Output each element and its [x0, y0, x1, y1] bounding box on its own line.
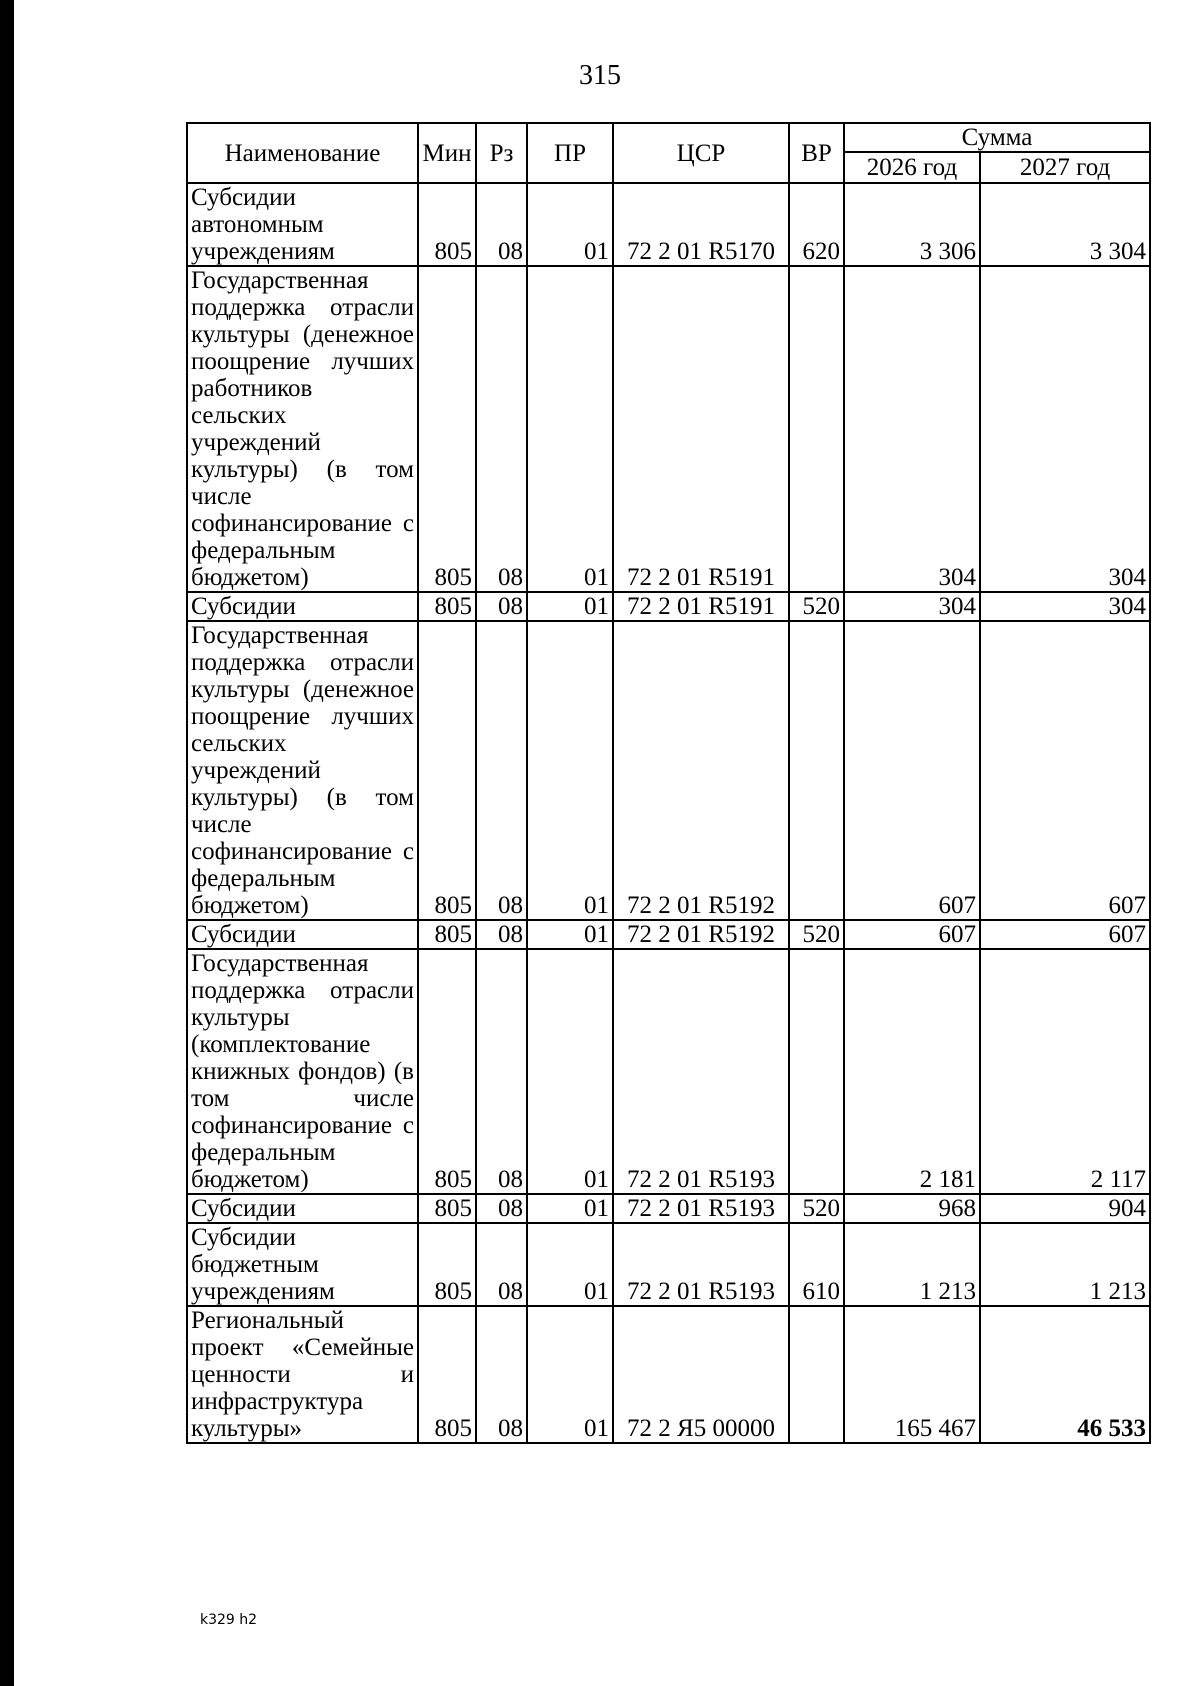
budget-table: [186, 122, 1151, 1444]
table-row: [187, 621, 1150, 920]
table-row: [187, 920, 1150, 949]
cell-sum-2026: 304: [844, 592, 980, 621]
cell-sum-2027: 304: [980, 266, 1150, 592]
header-min: Мин: [418, 123, 476, 183]
cell-vr: 520: [789, 592, 844, 621]
cell-sum-2026: 607: [844, 920, 980, 949]
cell-pr: 01: [527, 949, 613, 1194]
cell-min: 805: [418, 920, 476, 949]
page-number: 315: [579, 60, 621, 91]
table-row: [187, 592, 1150, 621]
cell-rz: 08: [476, 1223, 527, 1306]
header-csr: ЦСР: [613, 123, 789, 183]
cell-pr: 01: [527, 1194, 613, 1223]
cell-sum-2026: 304: [844, 266, 980, 592]
cell-sum-2026: 165 467: [844, 1306, 980, 1443]
cell-rz: 08: [476, 920, 527, 949]
cell-csr: 72 2 01 R5193: [613, 1194, 789, 1223]
table-row: [187, 183, 1150, 266]
cell-pr: 01: [527, 621, 613, 920]
cell-pr: 01: [527, 1306, 613, 1443]
cell-rz: 08: [476, 266, 527, 592]
cell-pr: 01: [527, 183, 613, 266]
cell-rz: 08: [476, 1194, 527, 1223]
cell-csr: 72 2 01 R5191: [613, 592, 789, 621]
cell-vr: 620: [789, 183, 844, 266]
cell-name: Государственная поддержка отрасли культуры (денежное поощрение лучших сельских учреждений культуры) (в том числе софинансирование с федеральным бюджетом): [187, 621, 418, 920]
header-rz: Рз: [476, 123, 527, 183]
cell-vr: 520: [789, 920, 844, 949]
cell-pr: 01: [527, 920, 613, 949]
cell-min: 805: [418, 183, 476, 266]
cell-name: Государственная поддержка отрасли культуры (денежное поощрение лучших работников сельских учреждений культуры) (в том числе софинансирование с федеральным бюджетом): [187, 266, 418, 592]
cell-rz: 08: [476, 592, 527, 621]
cell-pr: 01: [527, 592, 613, 621]
cell-min: 805: [418, 621, 476, 920]
cell-rz: 08: [476, 183, 527, 266]
cell-vr: [789, 949, 844, 1194]
cell-sum-2026: 968: [844, 1194, 980, 1223]
cell-name: Субсидии: [187, 1194, 418, 1223]
header-sum: Сумма: [844, 123, 1150, 152]
table-row: [187, 1223, 1150, 1306]
cell-csr: 72 2 01 R5193: [613, 1223, 789, 1306]
cell-sum-2027: 904: [980, 1194, 1150, 1223]
cell-name: Субсидии бюджетным учреждениям: [187, 1223, 418, 1306]
cell-csr: 72 2 Я5 00000: [613, 1306, 789, 1443]
cell-sum-2026: 1 213: [844, 1223, 980, 1306]
cell-pr: 01: [527, 266, 613, 592]
cell-min: 805: [418, 592, 476, 621]
cell-vr: 610: [789, 1223, 844, 1306]
cell-sum-2027: 1 213: [980, 1223, 1150, 1306]
header-row-1: [187, 123, 1150, 152]
cell-sum-2026: 3 306: [844, 183, 980, 266]
cell-rz: 08: [476, 1306, 527, 1443]
cell-csr: 72 2 01 R5191: [613, 266, 789, 592]
table-row: [187, 949, 1150, 1194]
table-row: [187, 1194, 1150, 1223]
cell-min: 805: [418, 1223, 476, 1306]
cell-min: 805: [418, 949, 476, 1194]
cell-sum-2027: 2 117: [980, 949, 1150, 1194]
cell-vr: [789, 266, 844, 592]
cell-rz: 08: [476, 949, 527, 1194]
cell-sum-2027: 607: [980, 920, 1150, 949]
cell-name: Государственная поддержка отрасли культуры (комплектование книжных фондов) (в том числе софинансирование с федеральным бюджетом): [187, 949, 418, 1194]
table-row: [187, 266, 1150, 592]
cell-sum-2027: 304: [980, 592, 1150, 621]
cell-sum-2027: 607: [980, 621, 1150, 920]
cell-csr: 72 2 01 R5192: [613, 920, 789, 949]
footer-code: k329 h2: [200, 1612, 258, 1628]
header-year-2026: 2026 год: [844, 152, 980, 183]
table-body: [187, 183, 1150, 1443]
cell-sum-2027: 3 304: [980, 183, 1150, 266]
table-row: [187, 1306, 1150, 1443]
cell-csr: 72 2 01 R5170: [613, 183, 789, 266]
cell-sum-2026: 2 181: [844, 949, 980, 1194]
cell-name: Региональный проект «Семейные ценности и инфраструктура культуры»: [187, 1306, 418, 1443]
cell-rz: 08: [476, 621, 527, 920]
cell-name: Субсидии: [187, 920, 418, 949]
cell-sum-2027: 46 533: [980, 1306, 1150, 1443]
header-vr: ВР: [789, 123, 844, 183]
header-name: Наименование: [187, 123, 418, 183]
cell-vr: 520: [789, 1194, 844, 1223]
cell-name: Субсидии: [187, 592, 418, 621]
header-year-2027: 2027 год: [980, 152, 1150, 183]
cell-pr: 01: [527, 1223, 613, 1306]
cell-csr: 72 2 01 R5193: [613, 949, 789, 1194]
cell-vr: [789, 1306, 844, 1443]
cell-min: 805: [418, 266, 476, 592]
cell-csr: 72 2 01 R5192: [613, 621, 789, 920]
cell-vr: [789, 621, 844, 920]
scan-edge: [0, 0, 14, 1686]
cell-sum-2026: 607: [844, 621, 980, 920]
cell-name: Субсидии автономным учреждениям: [187, 183, 418, 266]
header-pr: ПР: [527, 123, 613, 183]
cell-min: 805: [418, 1306, 476, 1443]
cell-min: 805: [418, 1194, 476, 1223]
